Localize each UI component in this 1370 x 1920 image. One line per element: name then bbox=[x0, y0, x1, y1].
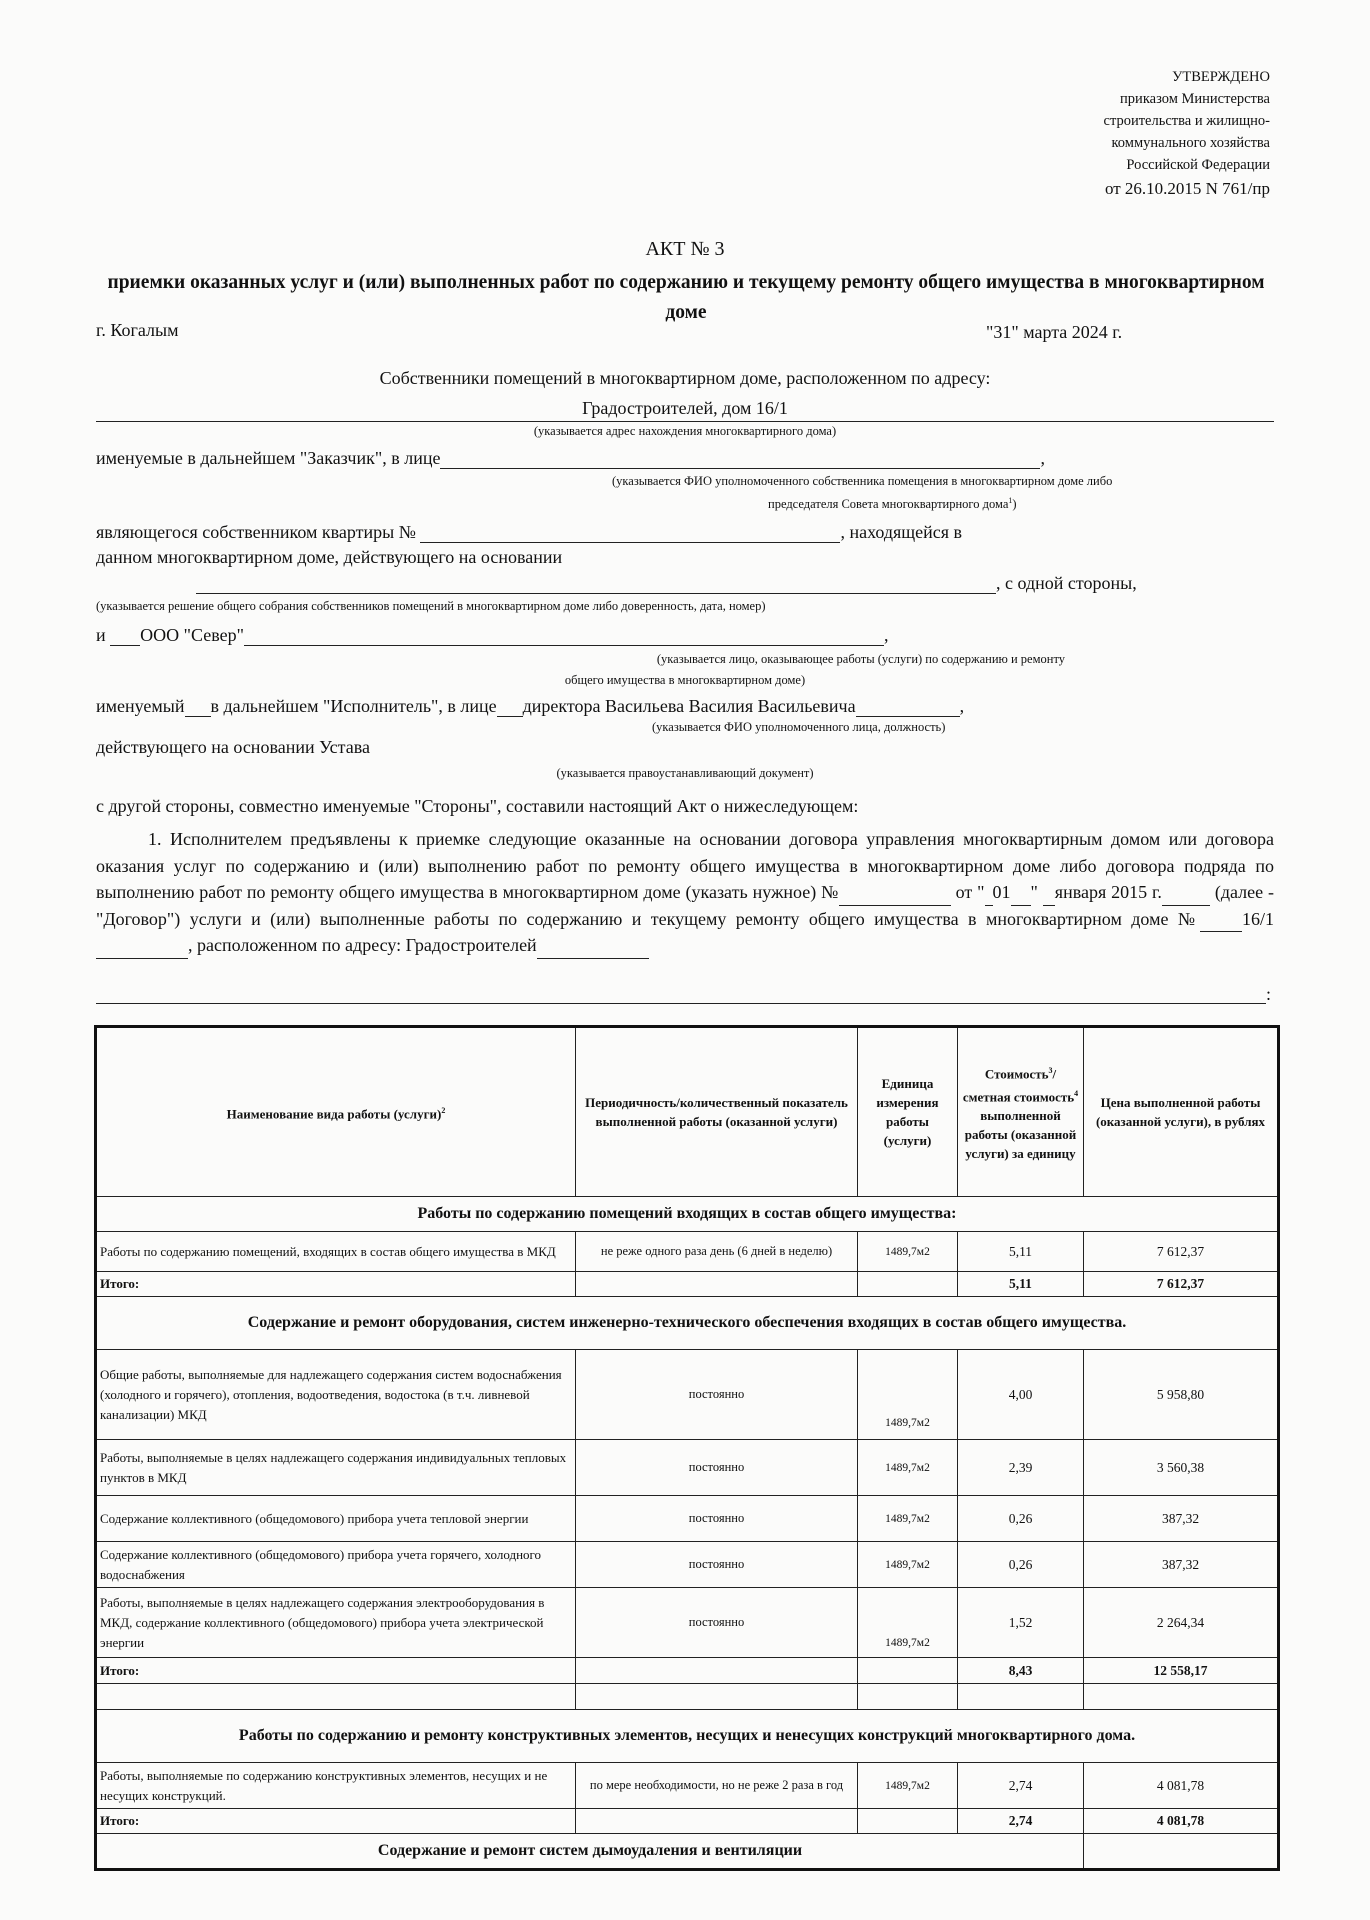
street-name: Градостроителей bbox=[405, 935, 537, 955]
work-price: 2 264,34 bbox=[1084, 1588, 1279, 1658]
header-name: Наименование вида работы (услуги)$^2$ bbox=[96, 1027, 576, 1197]
total-price: 12 558,17 bbox=[1084, 1658, 1279, 1684]
header-period: Периодичность/количественный показатель выполненной работы (оказанной услуги) bbox=[576, 1027, 858, 1197]
contractor-hint-1: (указывается лицо, оказывающее работы (услуги) по содержанию и ремонту bbox=[656, 652, 1065, 666]
work-period: постоянно bbox=[576, 1496, 858, 1542]
work-period: постоянно bbox=[576, 1440, 858, 1496]
empty-cell bbox=[1084, 1834, 1279, 1870]
table-row bbox=[96, 1350, 1279, 1440]
apartment-number-blank bbox=[420, 524, 840, 543]
approval-line: строительства и жилищно- bbox=[1103, 113, 1270, 129]
header-cost: Стоимость$^3$/сметная стоимость$^4$ выполненной работы (оказанной услуги) за единицу bbox=[958, 1027, 1084, 1197]
contractor-line bbox=[96, 625, 888, 646]
blank bbox=[985, 887, 993, 906]
empty-cell bbox=[1084, 1684, 1279, 1710]
contractor-blank bbox=[244, 627, 884, 646]
end-colon: : bbox=[1266, 984, 1272, 1004]
work-name: Работы по содержанию помещений, входящих в состав общего имущества в МКД bbox=[96, 1232, 576, 1272]
total-cost: 2,74 bbox=[958, 1809, 1084, 1834]
work-price: 4 081,78 bbox=[1084, 1763, 1279, 1809]
work-period: постоянно bbox=[576, 1588, 858, 1658]
basis-blank-line bbox=[196, 573, 1137, 594]
clause-text: 1. Исполнителем предъявлены к приемке следующие оказанные на основании договора управления многоквартирным домом или договора оказания услуг по содержанию и (или) выполнению работ по ремонту общего имущества в многоквартирном доме либо договора подряда по выполнению работ по ремонту общего имущества в многоквартирном доме (указать нужное) № bbox=[96, 829, 1274, 902]
total-label: Итого: bbox=[96, 1809, 576, 1834]
house-number: 16/1 bbox=[1241, 908, 1274, 929]
customer-hint-2: председателя Совета многоквартирного дома$^1$) bbox=[768, 496, 1017, 512]
total-price: 4 081,78 bbox=[1084, 1809, 1279, 1834]
empty-cell bbox=[576, 1658, 858, 1684]
clause-text: от " bbox=[950, 882, 985, 902]
customer-hint-1: (указывается ФИО уполномоченного собственника помещения в многоквартирном доме либо bbox=[612, 474, 1113, 488]
executor-basis: действующего на основании Устава bbox=[96, 737, 370, 757]
empty-row bbox=[96, 1684, 1279, 1710]
owner-suffix: , находящейся в bbox=[840, 522, 963, 542]
comma: , bbox=[883, 625, 889, 645]
owner-prefix: являющегося собственником квартиры № bbox=[96, 522, 416, 542]
contract-day: 01 bbox=[992, 882, 1011, 902]
empty-cell bbox=[858, 1684, 958, 1710]
total-label: Итого: bbox=[96, 1272, 576, 1297]
approval-line: Российской Федерации bbox=[1126, 157, 1270, 173]
other-side-line: с другой стороны, совместно именуемые "Стороны", составили настоящий Акт о нижеследующем: bbox=[96, 796, 859, 816]
act-date: "31" марта 2024 г. bbox=[986, 322, 1123, 342]
work-name: Содержание коллективного (общедомового) прибора учета тепловой энергии bbox=[96, 1496, 576, 1542]
empty-cell bbox=[576, 1684, 858, 1710]
section-title: Работы по содержанию помещений входящих в состав общего имущества: bbox=[96, 1197, 1279, 1232]
table-row bbox=[96, 1588, 1279, 1658]
executor-line bbox=[96, 696, 964, 717]
work-unit: 1489,7м2 bbox=[858, 1350, 958, 1440]
address-continuation-line bbox=[96, 1003, 1266, 1004]
work-period: по мере необходимости, но не реже 2 раза в год bbox=[576, 1763, 858, 1809]
blank bbox=[185, 698, 211, 717]
act-title: АКТ № 3 bbox=[645, 238, 725, 260]
owner-line bbox=[96, 522, 962, 543]
empty-cell bbox=[858, 1809, 958, 1834]
blank bbox=[1043, 887, 1055, 906]
section-header-row bbox=[96, 1197, 1279, 1232]
contractor-name: ООО "Север" bbox=[140, 625, 244, 645]
total-label: Итого: bbox=[96, 1658, 576, 1684]
clause-1 bbox=[96, 826, 1274, 959]
blank bbox=[537, 940, 649, 959]
blank bbox=[110, 627, 140, 646]
comma: , bbox=[1040, 448, 1045, 468]
work-price: 3 560,38 bbox=[1084, 1440, 1279, 1496]
work-name: Общие работы, выполняемые для надлежащего содержания систем водоснабжения (холодного и горячего), отопления, водоотведения, водостока (в т.ч. ливневой канализации) МКД bbox=[96, 1350, 576, 1440]
table-row bbox=[96, 1763, 1279, 1809]
address-hint: (указывается адрес нахождения многоквартирного дома) bbox=[533, 424, 837, 438]
work-name: Содержание коллективного (общедомового) прибора учета горячего, холодного водоснабжения bbox=[96, 1542, 576, 1588]
contractor-prefix: и bbox=[96, 625, 106, 645]
executor-text: в дальнейшем "Исполнитель", в лице bbox=[210, 696, 497, 716]
clause-text: " bbox=[1030, 882, 1043, 902]
work-unit: 1489,7м2 bbox=[858, 1588, 958, 1658]
empty-cell bbox=[858, 1272, 958, 1297]
customer-prefix: именуемые в дальнейшем "Заказчик", в лице bbox=[96, 448, 441, 468]
work-cost: 0,26 bbox=[958, 1542, 1084, 1588]
table-row bbox=[96, 1542, 1279, 1588]
work-unit: 1489,7м2 bbox=[858, 1440, 958, 1496]
blank bbox=[497, 698, 523, 717]
work-unit: 1489,7м2 bbox=[858, 1232, 958, 1272]
basis-blank bbox=[196, 575, 996, 594]
work-name: Работы, выполняемые в целях надлежащего содержания индивидуальных тепловых пунктов в МКД bbox=[96, 1440, 576, 1496]
work-name: Работы, выполняемые в целях надлежащего содержания электрооборудования в МКД, содержание коллективного (общедомового) прибора учета электрической энергии bbox=[96, 1588, 576, 1658]
act-city: г. Когалым bbox=[96, 320, 179, 340]
work-cost: 0,26 bbox=[958, 1496, 1084, 1542]
section-header-row bbox=[96, 1297, 1279, 1350]
table-header-row bbox=[96, 1027, 1279, 1197]
basis-line: данном многоквартирном доме, действующего на основании bbox=[96, 547, 563, 567]
work-cost: 4,00 bbox=[958, 1350, 1084, 1440]
executor-basis-hint: (указывается правоустанавливающий документ) bbox=[556, 766, 814, 780]
table-row bbox=[96, 1440, 1279, 1496]
work-unit: 1489,7м2 bbox=[858, 1763, 958, 1809]
work-unit: 1489,7м2 bbox=[858, 1496, 958, 1542]
customer-line bbox=[96, 448, 1045, 469]
blank bbox=[856, 698, 960, 717]
address-underline bbox=[96, 421, 1274, 422]
section-header-row bbox=[96, 1710, 1279, 1763]
executor-person: директора Васильева Василия Васильевича bbox=[522, 696, 856, 716]
contract-date: января 2015 г. bbox=[1054, 882, 1162, 902]
empty-cell bbox=[858, 1658, 958, 1684]
total-row bbox=[96, 1809, 1279, 1834]
work-cost: 1,52 bbox=[958, 1588, 1084, 1658]
approval-status: УТВЕРЖДЕНО bbox=[1172, 69, 1270, 85]
empty-cell bbox=[576, 1272, 858, 1297]
executor-hint: (указывается ФИО уполномоченного лица, должность) bbox=[652, 720, 946, 734]
approval-order: от 26.10.2015 N 761/пр bbox=[1104, 179, 1270, 198]
blank bbox=[96, 940, 188, 959]
house-address: Градостроителей, дом 16/1 bbox=[582, 398, 788, 418]
act-subtitle: приемки оказанных услуг и (или) выполненных работ по содержанию и текущему ремонту общего имущества в многоквартирном доме bbox=[107, 272, 1265, 323]
total-row bbox=[96, 1658, 1279, 1684]
section-header-row bbox=[96, 1834, 1279, 1870]
comma: , bbox=[959, 696, 965, 716]
work-period: постоянно bbox=[576, 1350, 858, 1440]
empty-cell bbox=[576, 1809, 858, 1834]
table-row bbox=[96, 1232, 1279, 1272]
customer-blank bbox=[440, 450, 1040, 469]
work-name: Работы, выполняемые по содержанию конструктивных элементов, несущих и не несущих конструкций. bbox=[96, 1763, 576, 1809]
empty-cell bbox=[958, 1684, 1084, 1710]
blank bbox=[1200, 913, 1242, 932]
contractor-hint-2: общего имущества в многоквартирном доме) bbox=[564, 673, 806, 687]
clause-text: , расположенном по адресу: bbox=[188, 935, 406, 955]
work-price: 7 612,37 bbox=[1084, 1232, 1279, 1272]
work-price: 387,32 bbox=[1084, 1542, 1279, 1588]
contract-number-blank bbox=[839, 887, 951, 906]
total-cost: 8,43 bbox=[958, 1658, 1084, 1684]
work-price: 5 958,80 bbox=[1084, 1350, 1279, 1440]
total-price: 7 612,37 bbox=[1084, 1272, 1279, 1297]
clause-text: (далее - "Договор") услуги и (или) выполненные работы по содержанию и текущему ремонту общего имущества в многоквартирном доме № bbox=[96, 882, 1274, 929]
approval-line: коммунального хозяйства bbox=[1111, 135, 1270, 151]
approval-stamp bbox=[910, 66, 1270, 202]
work-cost: 2,39 bbox=[958, 1440, 1084, 1496]
header-price: Цена выполненной работы (оказанной услуги), в рублях bbox=[1084, 1027, 1279, 1197]
owners-line: Собственники помещений в многоквартирном доме, расположенном по адресу: bbox=[379, 368, 991, 388]
work-cost: 2,74 bbox=[958, 1763, 1084, 1809]
work-cost: 5,11 bbox=[958, 1232, 1084, 1272]
work-price: 387,32 bbox=[1084, 1496, 1279, 1542]
executor-prefix: именуемый bbox=[96, 696, 185, 716]
work-period: не реже одного раза день (6 дней в неделю) bbox=[576, 1232, 858, 1272]
work-unit: 1489,7м2 bbox=[858, 1542, 958, 1588]
one-side: , с одной стороны, bbox=[996, 573, 1137, 593]
empty-cell bbox=[96, 1684, 576, 1710]
approval-line: приказом Министерства bbox=[1120, 91, 1270, 107]
section-title: Содержание и ремонт систем дымоудаления и вентиляции bbox=[96, 1834, 1084, 1870]
section-title: Содержание и ремонт оборудования, систем инженерно-технического обеспечения входящих в состав общего имущества. bbox=[96, 1297, 1279, 1350]
basis-hint: (указывается решение общего собрания собственников помещений в многоквартирном доме либо доверенность, дата, номер) bbox=[96, 599, 766, 613]
section-title: Работы по содержанию и ремонту конструктивных элементов, несущих и ненесущих конструкций многоквартирного дома. bbox=[96, 1710, 1279, 1763]
works-table bbox=[94, 1025, 1280, 1871]
blank bbox=[1011, 887, 1031, 906]
blank bbox=[1162, 887, 1210, 906]
total-cost: 5,11 bbox=[958, 1272, 1084, 1297]
header-unit: Единица измерения работы (услуги) bbox=[858, 1027, 958, 1197]
table-row bbox=[96, 1496, 1279, 1542]
total-row bbox=[96, 1272, 1279, 1297]
work-period: постоянно bbox=[576, 1542, 858, 1588]
